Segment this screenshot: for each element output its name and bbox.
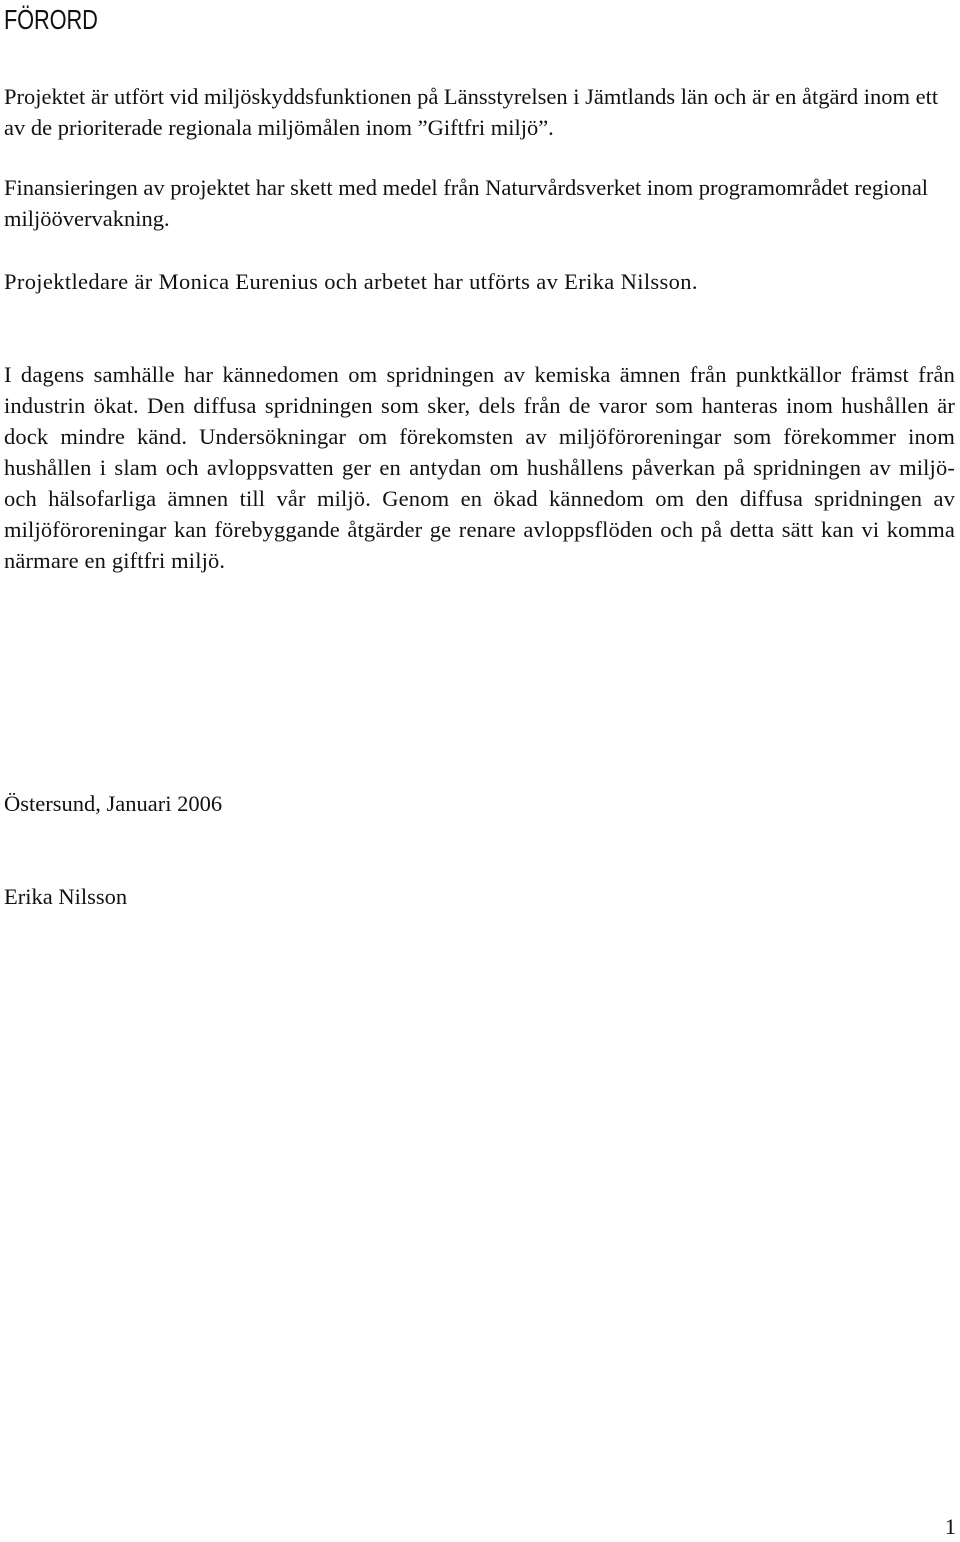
signature-name: Erika Nilsson (4, 884, 128, 909)
paragraph-background: I dagens samhälle har kännedomen om spridningen av kemiska ämnen från punktkällor främst från industrin ökat. Den diffusa spridningen som sker, dels från de varor som hanteras inom hushållen är dock mindre känd. Undersökningar om förekomsten av miljöföroreningar som förekommer inom hushållen i slam och avloppsvatten ger en antydan om hushållens påverkan på spridningen av miljö- och hälsofarliga ämnen till vår miljö. Genom en ökad kännedom om den diffusa spridningen av miljöföroreningar kan förebyggande åtgärder ge renare avloppsflöden och på detta sätt kan vi komma närmare en giftfri miljö. (4, 362, 955, 573)
page-heading: FÖRORD (4, 4, 98, 35)
paragraph-project-scope: Projektet är utfört vid miljöskyddsfunktionen på Länsstyrelsen i Jämtlands län och är en åtgärd inom ett av de prioriterade regionala miljömålen inom ”Giftfri miljö”. (4, 84, 939, 140)
place-date: Östersund, Januari 2006 (4, 791, 223, 816)
paragraph-project-lead: Projektledare är Monica Eurenius och arbetet har utförts av Erika Nilsson. (4, 269, 698, 294)
page-number: 1 (944, 1514, 956, 1539)
paragraph-financing: Finansieringen av projektet har skett med medel från Naturvårdsverket inom programområdet regional miljöövervakning. (4, 175, 929, 231)
